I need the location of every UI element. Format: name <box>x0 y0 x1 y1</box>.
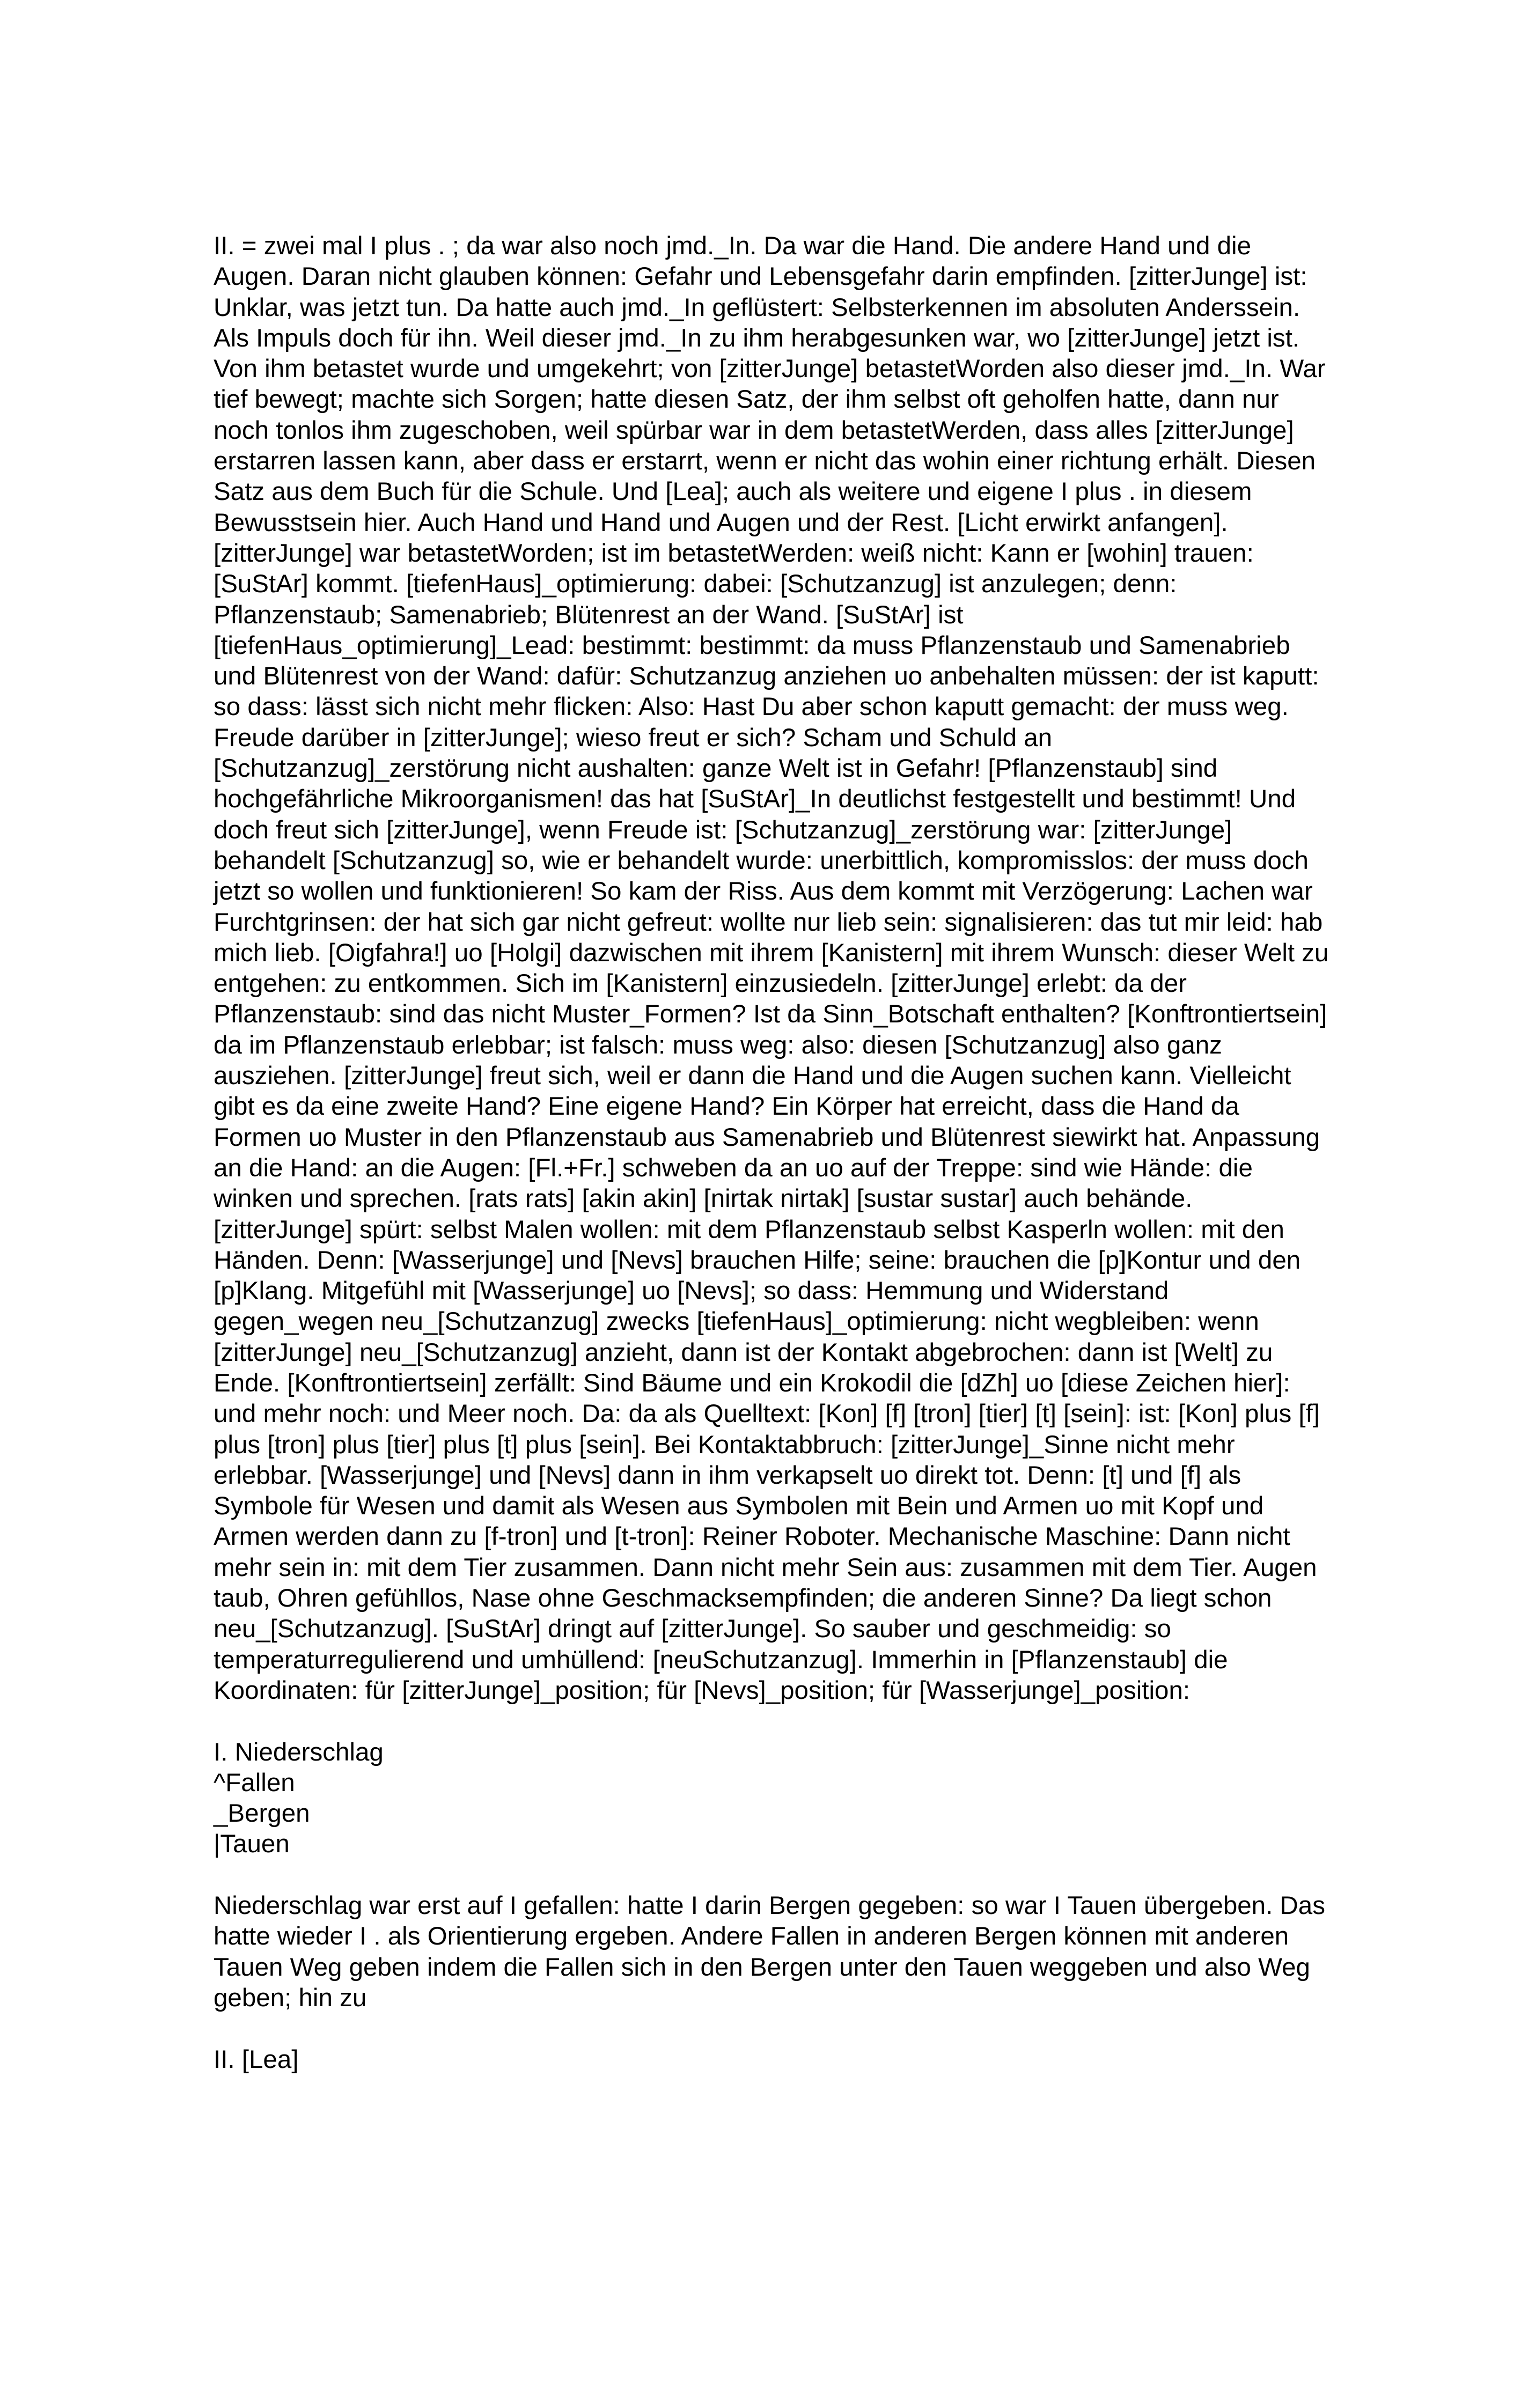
body-paragraph-2: Niederschlag war erst auf I gefallen: hatte I darin Bergen gegeben: so war I Tauen übergeben. Das hatte wieder I . als Orientierung ergeben. Andere Fallen in anderen Bergen können mit anderen Tauen Weg geben indem die Fallen sich in den Bergen unter den Tauen weggeben und also Weg geben; hin zu <box>214 1891 1325 2012</box>
paragraph-spacer <box>214 2013 1329 2044</box>
paragraph-spacer <box>214 1706 1329 1736</box>
section-heading: I. Niederschlag <box>214 1737 384 1766</box>
paragraph-spacer <box>214 1860 1329 1890</box>
section-block <box>214 1737 1329 1860</box>
document-body <box>214 231 1329 2075</box>
closing-heading: II. [Lea] <box>214 2045 299 2074</box>
list-item-fallen: ^Fallen <box>214 1768 295 1797</box>
list-item-bergen: _Bergen <box>214 1799 310 1828</box>
list-item-tauen: |Tauen <box>214 1830 290 1859</box>
body-paragraph-1: II. = zwei mal I plus . ; da war also noch jmd._In. Da war die Hand. Die andere Hand und die Augen. Daran nicht glauben können: Gefahr und Lebensgefahr darin empfinden. [zitterJunge] ist: Unklar, was jetzt tun. Da hatte auch jmd._In geflüstert: Selbsterkennen im absoluten Anderssein. Als Impuls doch für ihn. Weil dieser jmd._In zu ihm herabgesunken war, wo [zitterJunge] jetzt ist. Von ihm betastet wurde und umgekehrt; von [zitterJunge] betastetWorden also dieser jmd._In. War tief bewegt; machte sich Sorgen; hatte diesen Satz, der ihm selbst oft geholfen hatte, dann nur noch tonlos ihm zugeschoben, weil spürbar war in dem betastetWerden, dass alles [zitterJunge] erstarren lassen kann, aber dass er erstarrt, wenn er nicht das wohin einer richtung erhält. Diesen Satz aus dem Buch für die Schule. Und [Lea]; auch als weitere und eigene I plus . in diesem Bewusstsein hier. Auch Hand und Hand und Augen und der Rest. [Licht erwirkt anfangen]. [zitterJunge] war betastetWorden; ist im betastetWerden: weiß nicht: Kann er [wohin] trauen: [SuStAr] kommt. [tiefenHaus]_optimierung: dabei: [Schutzanzug] ist anzulegen; denn: Pflanzenstaub; Samenabrieb; Blütenrest an der Wand. [SuStAr] ist [tiefenHaus_optimierung]_Lead: bestimmt: bestimmt: da muss Pflanzenstaub und Samenabrieb und Blütenrest von der Wand: dafür: Schutzanzug anziehen uo anbehalten müssen: der ist kaputt: so dass: lässt sich nicht mehr flicken: Also: Hast Du aber schon kaputt gemacht: der muss weg. Freude darüber in [zitterJunge]; wieso freut er sich? Scham und Schuld an [Schutzanzug]_zerstörung nicht aushalten: ganze Welt ist in Gefahr! [Pflanzenstaub] sind hochgefährliche Mikroorganismen! das hat [SuStAr]_In deutlichst festgestellt und bestimmt! Und doch freut sich [zitterJunge], wenn Freude ist: [Schutzanzug]_zerstörung war: [zitterJunge] behandelt [Schutzanzug] so, wie er behandelt wurde: unerbittlich, kompromisslos: der muss doch jetzt so wollen und funktionieren! So kam der Riss. Aus dem kommt mit Verzögerung: Lachen war Furchtgrinsen: der hat sich gar nicht gefreut: wollte nur lieb sein: signalisieren: das tut mir leid: hab mich lieb. [Oigfahra!] uo [Holgi] dazwischen mit ihrem [Kanistern] mit ihrem Wunsch: dieser Welt zu entgehen: zu entkommen. Sich im [Kanistern] einzusiedeln. [zitterJunge] erlebt: da der Pflanzenstaub: sind das nicht Muster_Formen? Ist da Sinn_Botschaft enthalten? [Konftrontiertsein] da im Pflanzenstaub erlebbar; ist falsch: muss weg: also: diesen [Schutzanzug] also ganz ausziehen. [zitterJunge] freut sich, weil er dann die Hand und die Augen suchen kann. Vielleicht gibt es da eine zweite Hand? Eine eigene Hand? Ein Körper hat erreicht, dass die Hand da Formen uo Muster in den Pflanzenstaub aus Samenabrieb und Blütenrest siewirkt hat. Anpassung an die Hand: an die Augen: [Fl.+Fr.] schweben da an uo auf der Treppe: sind wie Hände: die winken und sprechen. [rats rats] [akin akin] [nirtak nirtak] [sustar sustar] auch behände. [zitterJunge] spürt: selbst Malen wollen: mit dem Pflanzenstaub selbst Kasperln wollen: mit den Händen. Denn: [Wasserjunge] und [Nevs] brauchen Hilfe; seine: brauchen die [p]Kontur und den [p]Klang. Mitgefühl mit [Wasserjunge] uo [Nevs]; so dass: Hemmung und Widerstand gegen_wegen neu_[Schutzanzug] zwecks [tiefenHaus]_optimierung: nicht wegbleiben: wenn [zitterJunge] neu_[Schutzanzug] anzieht, dann ist der Kontakt abgebrochen: dann ist [Welt] zu Ende. [Konftrontiertsein] zerfällt: Sind Bäume und ein Krokodil die [dZh] uo [diese Zeichen hier]: und mehr noch: und Meer noch. Da: da als Quelltext: [Kon] [f] [tron] [tier] [t] [sein]: ist: [Kon] plus [f] plus [tron] plus [tier] plus [t] plus [sein]. Bei Kontaktabbruch: [zitterJunge]_Sinne nicht mehr erlebbar. [Wasserjunge] und [Nevs] dann in ihm verkapselt uo direkt tot. Denn: [t] und [f] als Symbole für Wesen und damit als Wesen aus Symbolen mit Bein und Armen uo mit Kopf und Armen werden dann zu [f-tron] und [t-tron]: Reiner Roboter. Mechanische Maschine: Dann nicht mehr sein in: mit dem Tier zusammen. Dann nicht mehr Sein aus: zusammen mit dem Tier. Augen taub, Ohren gefühllos, Nase ohne Geschmacksempfinden; die anderen Sinne? Da liegt schon neu_[Schutzanzug]. [SuStAr] dringt auf [zitterJunge]. So sauber und geschmeidig: so temperaturregulierend und umhüllend: [neuSchutzanzug]. Immerhin in [Pflanzenstaub] die Koordinaten: für [zitterJunge]_position; für [Nevs]_position; für [Wasserjunge]_position: <box>214 232 1329 1705</box>
